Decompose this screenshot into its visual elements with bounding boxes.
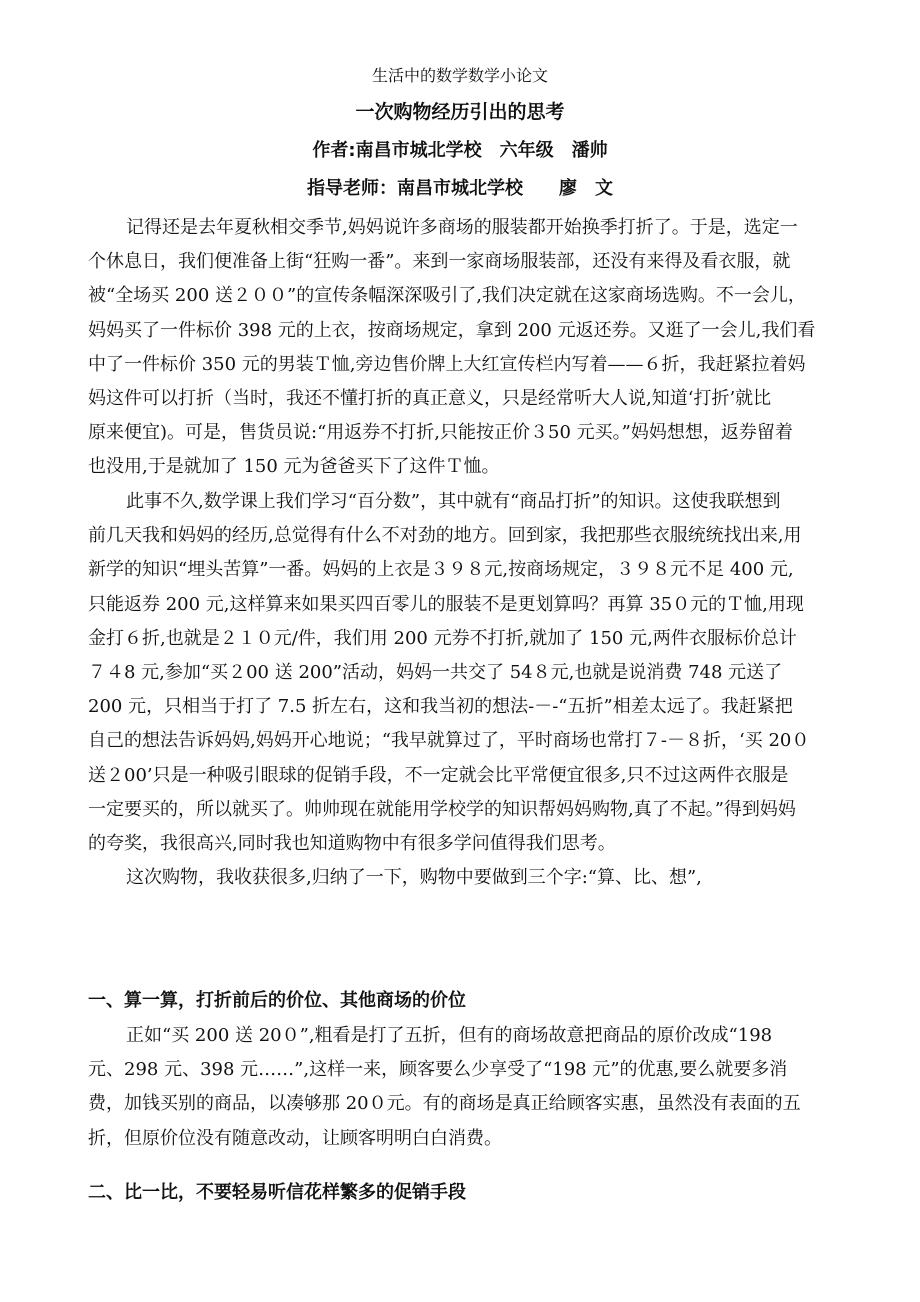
paragraph-1 [88,211,832,485]
paragraph-line: 妈妈买了一件标价 398 元的上衣，按商场规定，拿到 200 元返还券。又逛了一会儿,我们看 [88,319,816,341]
paragraph-line: 自己的想法告诉妈妈,妈妈开心地说；“我早就算过了，平时商场也常打７-－８折，‘买 20０ [88,730,810,752]
paragraph-line: 一定要买的，所以就买了。帅帅现在就能用学校学的知识帮妈妈购物,真了不起。”得到妈妈 [88,798,796,820]
paragraph-line: 200 元，只相当于打了 7.5 折左右，这和我当初的想法-－-“五折”相差太远了。我赶紧把 [88,696,793,718]
paragraph-line: 妈这件可以打折（当时，我还不懂打折的真正意义，只是经常听大人说,知道‘打折’就比 [88,387,772,409]
document-category: 生活中的数学数学小论文 [371,66,548,85]
section-heading-text: 二、比一比，不要轻易听信花样繁多的促销手段 [88,1182,466,1203]
paragraph-line: 新学的知识“埋头苦算”一番。妈妈的上衣是３９８元,按商场规定，３９８元不足 400 元, [88,559,794,581]
paragraph-line: 送２00’只是一种吸引眼球的促销手段，不一定就会比平常便宜很多,只不过这两件衣服是 [88,764,789,786]
paragraph-line: 被“全场买 200 送２００”的宣传条幅深深吸引了,我们决定就在这家商场选购。不一会儿， [88,285,806,307]
paragraph-line: 正如“买 200 送 20０”,粗看是打了五折，但有的商场故意把商品的原价改成“198 [126,1025,773,1046]
section-1-heading [88,984,832,1018]
document-title: 一次购物经历引出的思考 [355,101,565,123]
paragraph-line: 原来便宜)。可是，售货员说:“用返券不打折,只能按正价３50 元买。”妈妈想想，返券留着 [88,422,793,444]
section-heading-text: 一、算一算，打折前后的价位、其他商场的价位 [88,990,466,1011]
paragraph-line: 元、298 元、398 元……”,这样一来，顾客要么少享受了“198 元”的优惠,要么就要多消 [88,1059,788,1081]
advisor-line: 指导老师：南昌市城北学校 廖 文 [307,178,613,199]
paragraph-line: 个休息日，我们便准备上街“狂购一番”。来到一家商场服装部，还没有来得及看衣服，就 [88,251,791,273]
paragraph-line: 的夸奖，我很高兴,同时我也知道购物中有很多学问值得我们思考。 [88,832,616,854]
paragraph-line: 此事不久,数学课上我们学习“百分数”，其中就有“商品打折”的知识。这使我联想到 [126,491,781,512]
paragraph-line: 这次购物，我收获很多,归纳了一下，购物中要做到三个字:“算、比、想”, [126,867,702,888]
paragraph-line: 也没用,于是就加了 150 元为爸爸买下了这件Ｔ恤。 [88,456,500,478]
paragraph-line: 中了一件标价 350 元的男装Ｔ恤,旁边售价牌上大红宣传栏内写着——６折，我赶紧拉着妈 [88,353,806,375]
paragraph-line: ７４8 元,参加“买２00 送 200”活动，妈妈一共交了 54８元,也就是说消费 748 元送了 [88,661,783,683]
paragraph-line: 记得还是去年夏秋相交季节,妈妈说许多商场的服装都开始换季打折了。于是，选定一 [126,217,798,238]
author-line: 作者:南昌市城北学校 六年级 潘帅 [312,140,608,161]
paragraph-line: 金打６折,也就是２１０元/件，我们用 200 元券不打折,就加了 150 元,两件衣服标价总计 [88,627,797,649]
paragraph-2 [88,485,832,861]
paragraph-line: 费，加钱买别的商品，以凑够那 20０元。有的商场是真正给顾客实惠，虽然没有表面的五 [88,1093,801,1115]
paragraph-3 [88,861,832,895]
section-1-body [88,1019,832,1156]
paragraph-line: 前几天我和妈妈的经历,总觉得有什么不对劲的地方。回到家，我把那些衣服统统找出来,用 [88,525,802,547]
section-2-heading [88,1176,832,1210]
paragraph-line: 折，但原价位没有随意改动，让顾客明明白白消费。 [88,1127,502,1149]
paragraph-line: 只能返券 200 元,这样算来如果买四百零儿的服装不是更划算吗？再算 35０元的Ｔ恤,用现 [88,593,804,615]
